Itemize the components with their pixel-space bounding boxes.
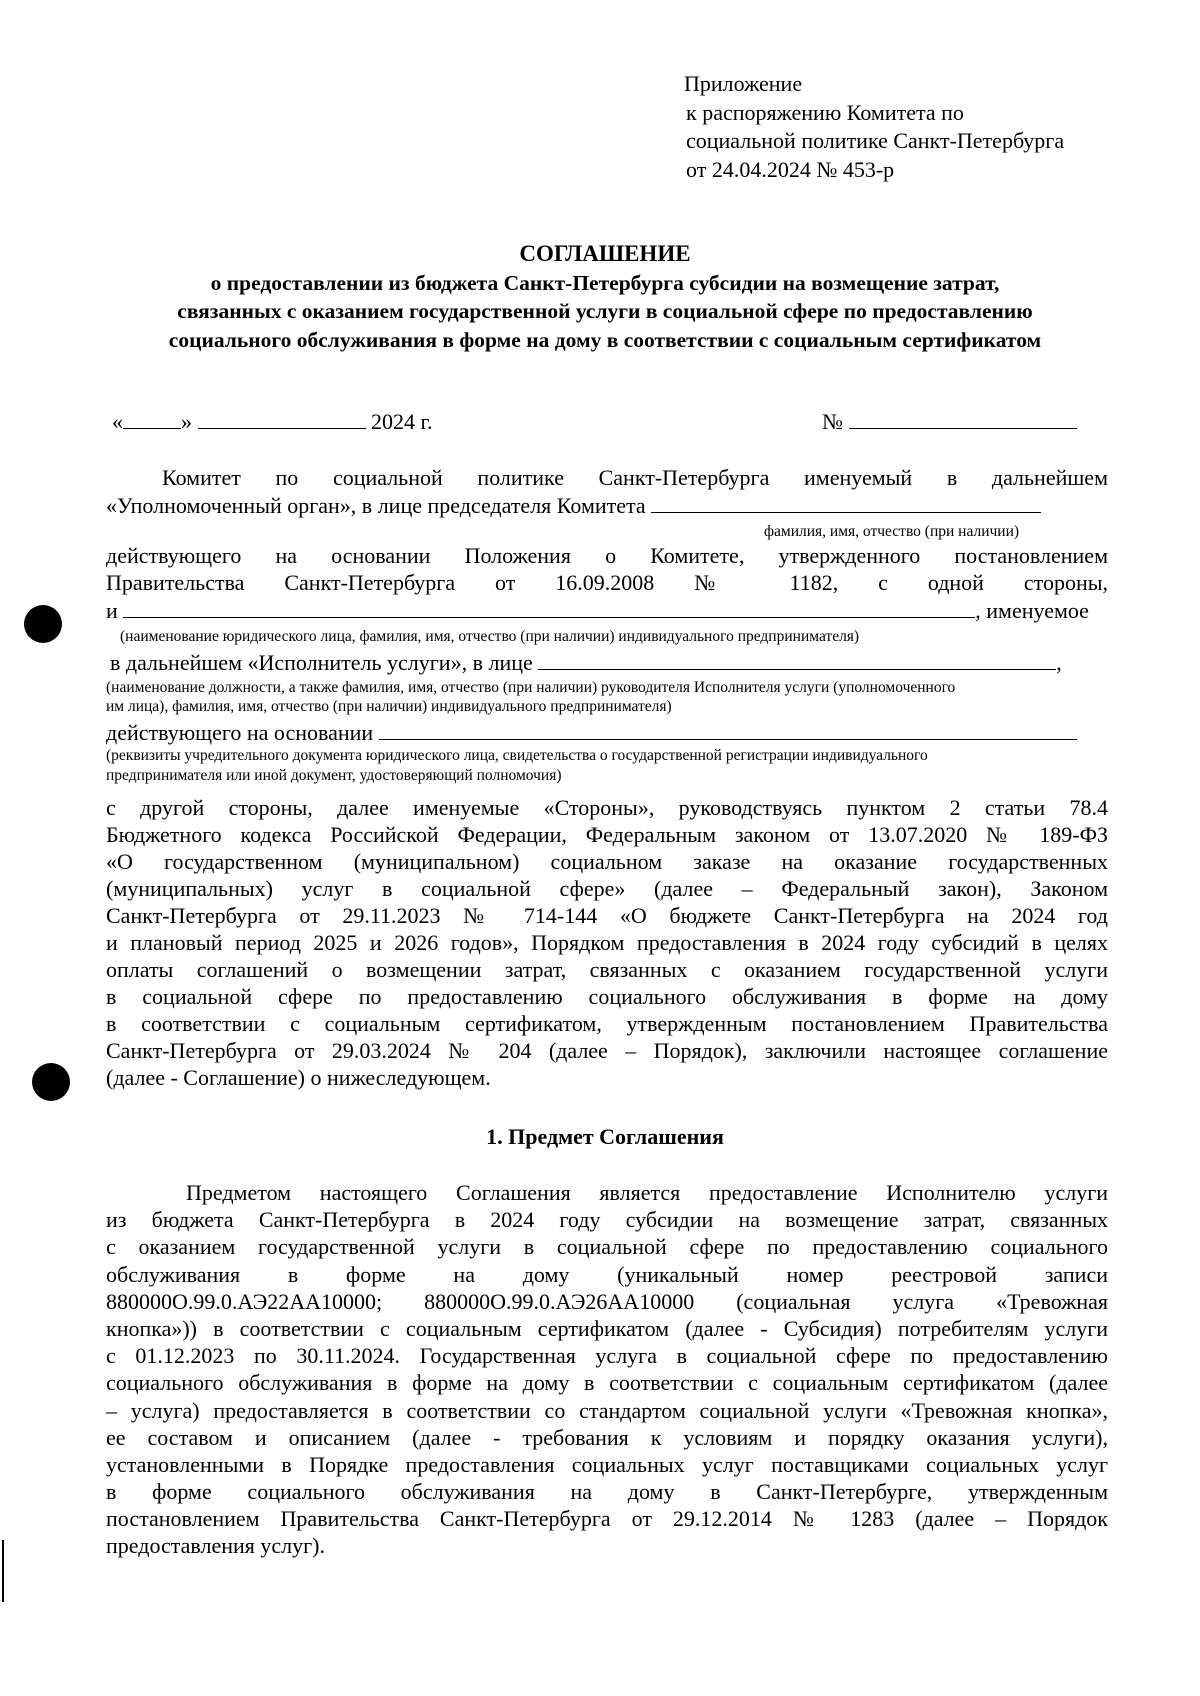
field-hint: предпринимателя или иной документ, удостоверяющий полномочия) [106, 767, 562, 784]
field-hint: фамилия, имя, отчество (при наличии) [764, 523, 1020, 540]
paragraph-line: установленными в Порядке предоставления социальных услуг поставщиками социальных услуг [106, 1451, 1108, 1477]
close-quote: » [181, 409, 192, 434]
title-sub: о предоставлении из бюджета Санкт-Петербурга субсидии на возмещение затрат, [210, 270, 1000, 295]
document-title [100, 240, 1110, 354]
paragraph-line: 880000О.99.0.АЭ22АА10000; 880000О.99.0.АЭ26АА10000 (социальная услуга «Тревожная [106, 1288, 1108, 1314]
main-paragraph [106, 794, 1108, 1091]
basis-blank[interactable] [379, 719, 1077, 740]
parties-text: , именуемое [975, 598, 1089, 623]
paragraph-line: в социальной сфере по предоставлению социального обслуживания в форме на дому [106, 984, 1108, 1009]
paragraph-line: с 01.12.2023 по 30.11.2024. Государственная услуга в социальной сфере по предоставлению [106, 1343, 1108, 1369]
appendix-line: к распоряжению Комитета по [686, 99, 964, 125]
chairman-name-blank[interactable] [651, 492, 1041, 513]
parties-text: «Уполномоченный орган», в лице председателя Комитета [106, 493, 646, 518]
paragraph-line: Бюджетного кодекса Российской Федерации, Федеральным законом от 13.07.2020 № 189-ФЗ [106, 822, 1108, 847]
paragraph-line: с другой стороны, далее именуемые «Стороны», руководствуясь пунктом 2 статьи 78.4 [106, 795, 1108, 820]
parties-text: и [106, 598, 118, 623]
parties-line [106, 719, 1108, 746]
parties-line [106, 597, 1108, 624]
parties-text: , [1056, 650, 1062, 675]
field-hint: им лица), фамилия, имя, отчество (при наличии) индивидуального предпринимателя) [106, 698, 672, 715]
parties-line [106, 492, 1108, 519]
number-line [822, 408, 1077, 435]
paragraph-line: обслуживания в форме на дому (уникальный номер реестровой записи [106, 1261, 1108, 1287]
appendix-line: от 24.04.2024 № 453-р [686, 156, 895, 182]
paragraph-line: Санкт-Петербурга от 29.03.2024 № 204 (далее – Порядок), заключили настоящее соглашение [106, 1038, 1108, 1063]
title-sub: социального обслуживания в форме на дому в соответствии с социальным сертификатом [168, 327, 1042, 352]
paragraph-line: в соответствии с социальным сертификатом, утвержденным постановлением Правительства [106, 1011, 1108, 1036]
paragraph-line: Предметом настоящего Соглашения является предоставление Исполнителю услуги [186, 1180, 1108, 1205]
field-hint: (реквизиты учредительного документа юридического лица, свидетельства о государственной регистрации индивидуального [106, 747, 928, 764]
parties-text: в дальнейшем «Исполнитель услуги», в лице [110, 650, 533, 675]
number-blank[interactable] [849, 408, 1077, 429]
paragraph-line: (далее - Соглашение) о нижеследующем. [106, 1065, 491, 1090]
section-heading: 1. Предмет Соглашения [486, 1124, 724, 1149]
paragraph-line: социального обслуживания в форме на дому в соответствии с социальным сертификатом (далее [106, 1370, 1108, 1396]
representative-blank[interactable] [538, 649, 1056, 670]
day-blank[interactable] [123, 408, 181, 429]
parties-line: действующего на основании Положения о Комитете, утвержденного постановлением [106, 543, 1108, 568]
executor-name-blank[interactable] [123, 597, 975, 618]
year-text: 2024 г. [371, 409, 433, 434]
open-quote: « [112, 409, 123, 434]
scan-edge-mark [2, 1540, 4, 1602]
punch-hole-mark [24, 605, 62, 643]
title-sub: связанных с оказанием государственной услуги в социальной сфере по предоставлению [177, 299, 1033, 323]
paragraph-line: постановлением Правительства Санкт-Петербурга от 29.12.2014 № 1283 (далее – Порядок [106, 1506, 1108, 1532]
paragraph-line: и плановый период 2025 и 2026 годов», Порядком предоставления в 2024 году субсидий в целях [106, 930, 1108, 955]
paragraph-line: в форме социального обслуживания на дому в Санкт-Петербурге, утвержденным [106, 1479, 1108, 1505]
punch-hole-mark [32, 1063, 70, 1101]
field-hint: (наименование юридического лица, фамилия, имя, отчество (при наличии) индивидуального предпринимателя) [120, 628, 860, 645]
parties-text: действующего на основании [106, 720, 374, 745]
parties-line: Комитет по социальной политике Санкт-Петербурга именуемый в дальнейшем [162, 465, 1108, 490]
parties-line [110, 649, 1112, 676]
date-line [112, 408, 433, 435]
paragraph-line: Санкт-Петербурга от 29.11.2023 № 714-144 «О бюджете Санкт-Петербурга на 2024 год [106, 903, 1108, 928]
appendix-line: социальной политике Санкт-Петербурга [686, 128, 1065, 153]
appendix-header [684, 70, 1064, 184]
paragraph-line: с оказанием государственной услуги в социальной сфере по предоставлению социального [106, 1234, 1108, 1260]
month-blank[interactable] [198, 408, 366, 429]
paragraph-line: ее составом и описанием (далее - требования к условиям и порядку оказания услуги), [106, 1424, 1108, 1450]
paragraph-line: оплаты соглашений о возмещении затрат, связанных с оказанием государственной услуги [106, 957, 1108, 982]
paragraph-line: – услуга) предоставляется в соответствии со стандартом социальной услуги «Тревожная кнопка», [106, 1397, 1108, 1423]
field-hint: (наименование должности, а также фамилия, имя, отчество (при наличии) руководителя Исполнителя услуги (уполномоченного [106, 679, 956, 696]
paragraph-line: из бюджета Санкт-Петербурга в 2024 году субсидии на возмещение затрат, связанных [106, 1207, 1108, 1233]
section1-paragraph [106, 1179, 1108, 1560]
number-sign: № [822, 409, 843, 434]
paragraph-line: кнопка»)) в соответствии с социальным сертификатом (далее - Субсидия) потребителям услуги [106, 1315, 1108, 1341]
paragraph-line: (муниципальных) услуг в социальной сфере» (далее – Федеральный закон), Законом [106, 876, 1108, 901]
title-main: СОГЛАШЕНИЕ [519, 241, 691, 266]
paragraph-line: предоставления услуг). [106, 1533, 326, 1559]
paragraph-line: «О государственном (муниципальном) социальном заказе на оказание государственных [106, 849, 1108, 874]
appendix-line: Приложение [684, 71, 803, 96]
parties-line: Правительства Санкт-Петербурга от 16.09.2008 № 1182, с одной стороны, [106, 570, 1108, 595]
